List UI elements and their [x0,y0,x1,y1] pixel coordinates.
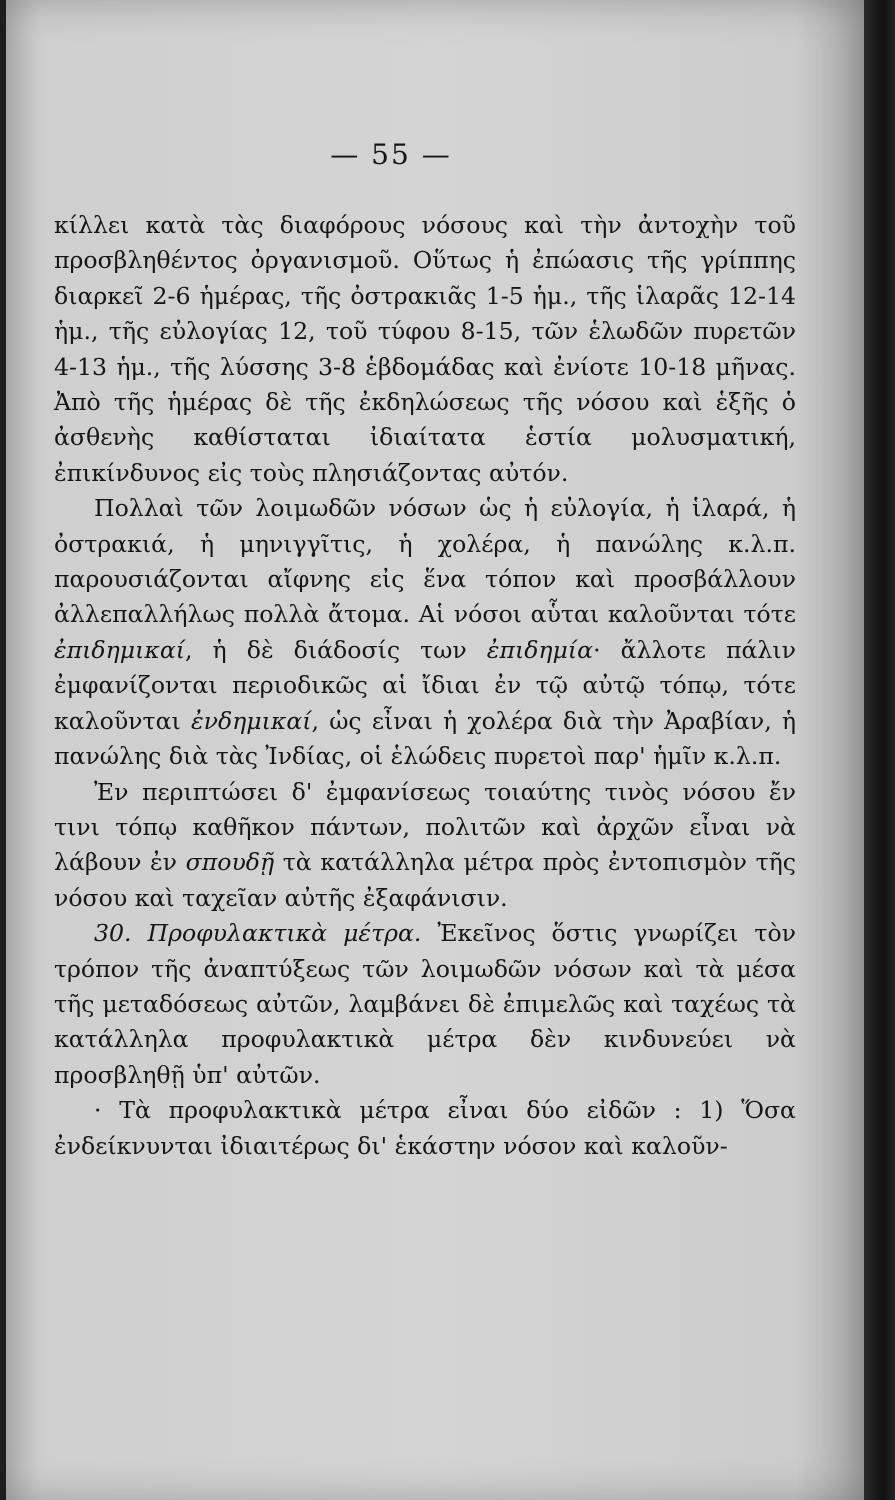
paragraph-3-text-a: Ἐν περιπτώσει δ' ἐμφανίσεως τοιαύτης τινὸς νόσου ἔν τινι τόπῳ καθῆκον πάντων, πολιτῶν καὶ ἀρχῶν εἶναι νὰ λάβουν ἐν [54,777,796,877]
paragraph-2 [54,491,796,774]
paragraph-5: · Τὰ προφυλακτικὰ μέτρα εἶναι δύο εἰδῶν : 1) Ὅσα ἐνδείκνυνται ἰδιαιτέρως δι' ἑκάστην νόσον καὶ καλοῦν- [54,1096,796,1160]
section-heading-30: 30. Προφυλακτικὰ μέτρα. [94,919,422,948]
paragraph-3-text-c: τὰ κατάλληλα μέτρα πρὸς ἐντοπισμὸν τῆς νόσου καὶ ταχεῖαν αὐτῆς ἐξαφάνισιν. [54,848,796,912]
paragraph-2-text-e: · ἄλλοτε πάλιν ἐμφανίζονται περιοδικῶς αἱ ἴδιαι ἐν τῷ αὐτῷ τόπῳ, τότε καλοῦνται [54,635,796,735]
paragraph-4-text: Ἐκεῖνος ὅστις γνωρίζει τὸν τρόπον τῆς ἀναπτύξεως τῶν λοιμωδῶν νόσων καὶ τὰ μέσα τῆς μεταδόσεως αὐτῶν, λαμβάνει δὲ ἐπιμελῶς καὶ ταχέως τὰ κατάλληλα προφυλακτικὰ μέτρα δὲν κινδυνεύει νὰ προσβληθῇ ὑπ' αὐτῶν. [54,919,796,1089]
scan-edge [864,0,895,1500]
term-epidemikai: ἐπιδημικαί [54,635,185,664]
term-spoude: σπουδῇ [185,848,275,877]
paragraph-1: κίλλει κατὰ τὰς διαφόρους νόσους καὶ τὴν ἀντοχὴν τοῦ προσβληθέντος ὀργανισμοῦ. Οὕτως ἡ ἐπώασις τῆς γρίππης διαρκεῖ 2-6 ἡμέρας, τῆς ὀστρακιᾶς 1-5 ἡμ., τῆς ἱλαρᾶς 12-14 ἡμ., τῆς εὐλογίας 12, τοῦ τύφου 8-15, τῶν ἑλωδῶν πυρετῶν 4-13 ἡμ., τῆς λύσσης 3-8 ἑβδομάδας καὶ ἐνίοτε 10-18 μῆνας. Ἀπὸ τῆς ἡμέρας δὲ τῆς ἐκδηλώσεως τῆς νόσου καὶ ἑξῆς ὁ ἀσθενὴς καθίσταται ἰδιαίτατα ἑστία μολυσματική, ἐπικίνδυνος εἰς τοὺς πλησιάζοντας αὐτόν. [54,211,796,487]
page-body [54,208,796,1164]
paragraph-4 [54,916,796,1093]
term-epidemia: ἐπιδημία [486,635,594,664]
paragraph-2-text-c: , ἡ δὲ διάδοσίς των [185,635,487,664]
paragraph-2-text-a: Πολλαὶ τῶν λοιμωδῶν νόσων ὡς ἡ εὐλογία, ἡ ἱλαρά, ἡ ὀστρακιά, ἡ μηνιγγῖτις, ἡ χολέρα, ἡ πανώλης κ.λ.π. παρουσιάζονται αἴφνης εἰς ἕνα τόπον καὶ προσβάλλουν ἀλλεπαλλήλως πολλὰ ἄτομα. Αἱ νόσοι αὗται καλοῦνται τότε [54,494,796,629]
book-page [6,0,864,1500]
term-endemikai: ἐνδημικαί [190,706,312,735]
paragraph-2-text-g: , ὡς εἶναι ἡ χολέρα διὰ τὴν Ἀραβίαν, ἡ πανώλης διὰ τὰς Ἰνδίας, οἱ ἑλώδεις πυρετοὶ παρ' ἡμῖν κ.λ.π. [54,706,796,771]
paragraph-3 [54,775,796,917]
page-number: — 55 — [330,138,452,171]
